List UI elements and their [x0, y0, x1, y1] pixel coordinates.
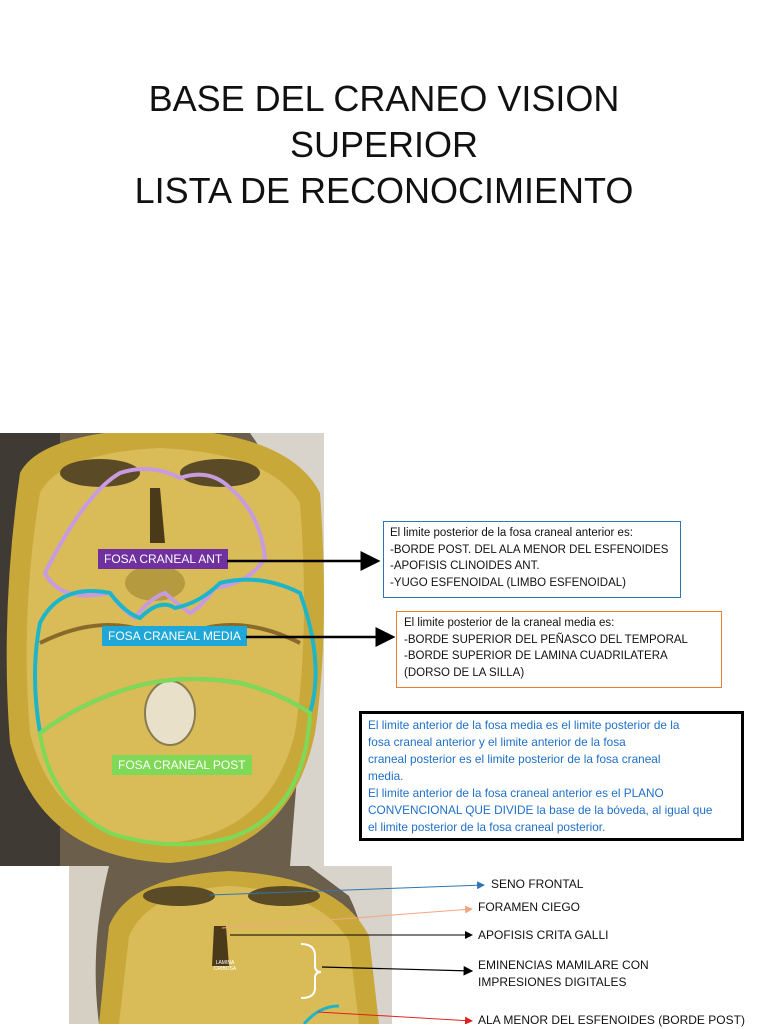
- annotation-eminencias-line-1: EMINENCIAS MAMILARE CON: [478, 958, 649, 972]
- title-line-2: SUPERIOR: [289, 124, 479, 165]
- annotation-ala-menor: ALA MENOR DEL ESFENOIDES (BORDE POST): [478, 1013, 745, 1027]
- info-box-media-item: -BORDE SUPERIOR DEL PEÑASCO DEL TEMPORAL: [404, 633, 688, 646]
- arrow-eminencias: [322, 967, 472, 971]
- info-box-ant-item: -BORDE POST. DEL ALA MENOR DEL ESFENOIDES: [390, 543, 669, 556]
- note-line: el limite posterior de la fosa craneal posterior.: [368, 820, 606, 834]
- title-line-1: BASE DEL CRANEO VISION: [148, 78, 620, 119]
- note-line: craneal posterior es el limite posterior de la fosa craneal: [368, 752, 661, 766]
- annotation-seno-frontal: SENO FRONTAL: [491, 877, 584, 891]
- label-fosa-craneal-post: FOSA CRANEAL POST: [112, 755, 252, 775]
- info-box-ant-heading: El limite posterior de la fosa craneal anterior es:: [390, 527, 633, 539]
- annotation-eminencias-line-2: IMPRESIONES DIGITALES: [478, 975, 627, 989]
- label-fosa-craneal-ant: FOSA CRANEAL ANT: [98, 549, 228, 569]
- note-line: fosa craneal anterior y el limite anterior de la fosa: [368, 735, 626, 749]
- arrow-foramen-ciego: [222, 909, 472, 928]
- note-line: El limite anterior de la fosa craneal anterior es el PLANO: [368, 786, 664, 800]
- title-line-3: LISTA DE RECONOCIMIENTO: [134, 170, 634, 211]
- info-box-ant-item: -YUGO ESFENOIDAL (LIMBO ESFENOIDAL): [390, 576, 627, 589]
- info-box-media-item: -BORDE SUPERIOR DE LAMINA CUADRILATERA: [404, 650, 668, 662]
- label-fosa-craneal-media: FOSA CRANEAL MEDIA: [102, 626, 247, 646]
- note-line: CONVENCIONAL QUE DIVIDE la base de la bóveda, al igual que: [368, 803, 713, 817]
- label-lamina-cribosa: LAMINA CRIBOSA: [213, 960, 237, 972]
- info-box-media-heading: El limite posterior de la craneal media es:: [404, 617, 615, 629]
- annotation-apofisis-crista-galli: APOFISIS CRITA GALLI: [478, 928, 609, 942]
- arrow-seno-frontal: [210, 885, 484, 895]
- info-box-media-item: (DORSO DE LA SILLA): [404, 666, 525, 679]
- arrow-ala-menor: [318, 1012, 472, 1021]
- annotation-foramen-ciego: FORAMEN CIEGO: [478, 900, 581, 914]
- info-box-ant-item: -APOFISIS CLINOIDES ANT.: [390, 560, 540, 572]
- note-line: El limite anterior de la fosa media es el limite posterior de la: [368, 718, 680, 732]
- note-line: media.: [368, 769, 404, 783]
